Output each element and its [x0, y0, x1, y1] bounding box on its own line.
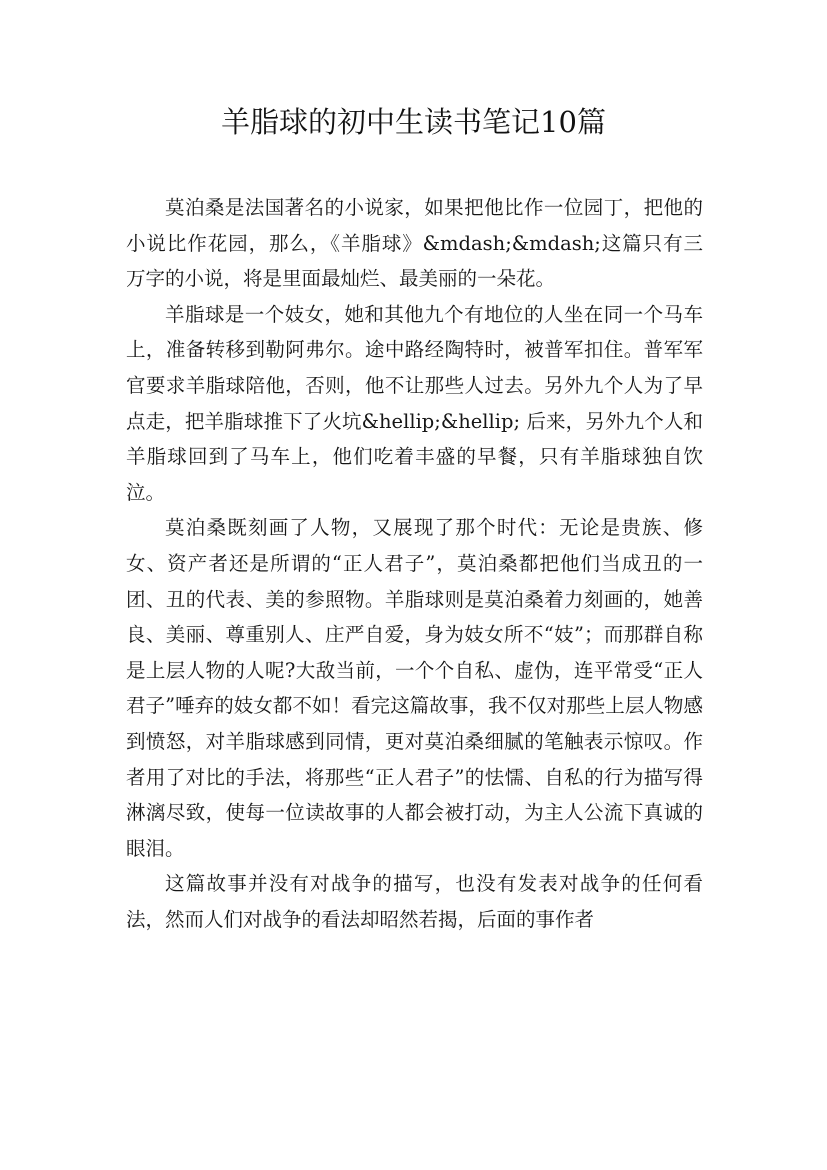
- paragraph-2: 羊脂球是一个妓女，她和其他九个有地位的人坐在同一个马车上，准备转移到勒阿弗尔。途中路经陶特时，被普军扣住。普军军官要求羊脂球陪他，否则，他不让那些人过去。另外九个人为了早点走，把羊脂球推下了火坑&hellip;&hellip; 后来，另外九个人和羊脂球回到了马车上，他们吃着丰盛的早餐，只有羊脂球独自饮泣。: [126, 302, 703, 504]
- paragraph-3: 莫泊桑既刻画了人物，又展现了那个时代：无论是贵族、修女、资产者还是所谓的“正人君子”，莫泊桑都把他们当成丑的一团、丑的代表、美的参照物。羊脂球则是莫泊桑着力刻画的，她善良、美丽、尊重别人、庄严自爱，身为妓女所不“妓”；而那群自称是上层人物的人呢?大敌当前，一个个自私、虚伪，连平常受“正人君子”唾弃的妓女都不如！看完这篇故事，我不仅对那些上层人物感到愤怒，对羊脂球感到同情，更对莫泊桑细腻的笔触表示惊叹。作者用了对比的手法，将那些“正人君子”的怯懦、自私的行为描写得淋漓尽致，使每一位读故事的人都会被打动，为主人公流下真诚的眼泪。: [126, 516, 703, 860]
- document-body: [126, 190, 703, 937]
- paragraph-1: 莫泊桑是法国著名的小说家，如果把他比作一位园丁，把他的小说比作花园，那么，《羊脂球》&mdash;&mdash;这篇只有三万字的小说，将是里面最灿烂、最美丽的一朵花。: [126, 196, 703, 291]
- document-title: 羊脂球的初中生读书笔记10篇: [221, 105, 606, 139]
- paragraph-4: 这篇故事并没有对战争的描写，也没有发表对战争的任何看法，然而人们对战争的看法却昭然若揭，后面的事作者: [126, 872, 703, 931]
